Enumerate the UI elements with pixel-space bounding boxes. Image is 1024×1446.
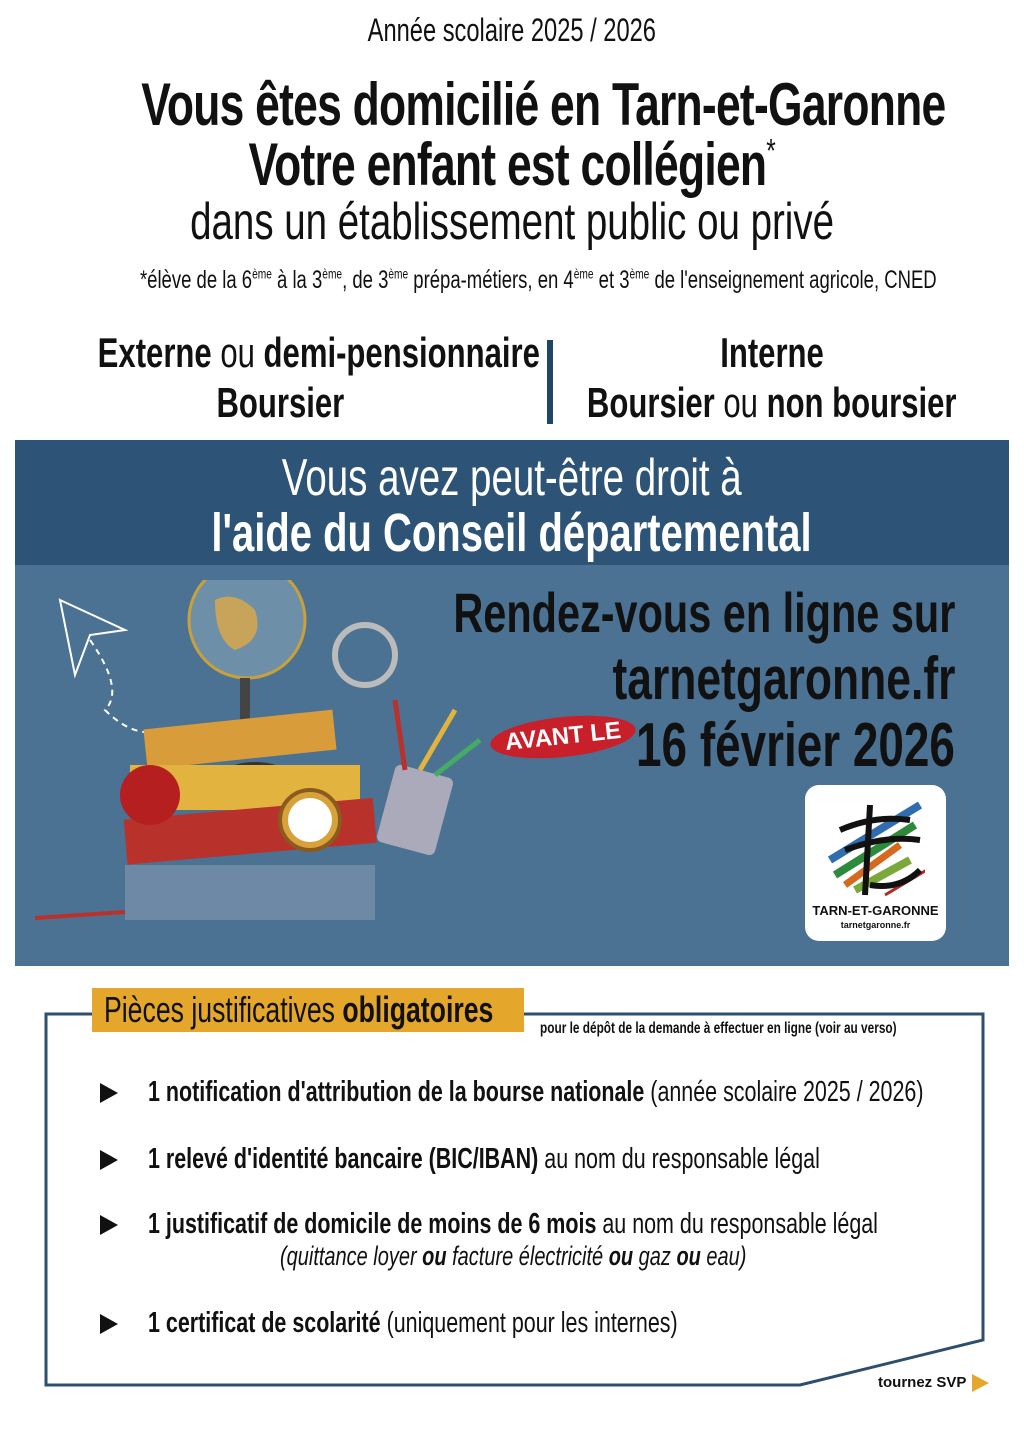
arrow-bullet-icon <box>100 1215 118 1235</box>
documents-heading: Pièces justificatives obligatoires <box>92 988 524 1032</box>
school-year: Année scolaire 2025 / 2026 <box>367 12 657 48</box>
eligibility-note: *élève de la 6ème à la 3ème, de 3ème prépa-métiers, en 4ème et 3ème de l'enseignement agricole, CNED <box>139 266 937 294</box>
info-banner <box>15 440 1009 966</box>
title-line-1: Vous êtes domicilié en Tarn-et-Garonne <box>141 71 946 138</box>
tarn-et-garonne-logo: TARN-ET-GARONNE tarnetgaronne.fr <box>805 785 946 941</box>
column-externe: Externe ou demi-pensionnaire Boursier <box>97 329 540 426</box>
deadline-date: 16 février 2026 <box>636 711 955 780</box>
column-interne: Interne Boursier ou non boursier <box>587 329 957 426</box>
title-line-3: dans un établissement public ou privé <box>190 193 834 251</box>
apple-icon <box>120 765 180 825</box>
list-item: 1 relevé d'identité bancaire (BIC/IBAN) au nom du responsable légal <box>100 1143 1024 1176</box>
online-cta: Rendez-vous en ligne sur <box>453 581 955 644</box>
list-item: 1 justificatif de domicile de moins de 6 mois au nom du responsable légal <box>100 1208 1024 1241</box>
paper-plane-icon <box>60 600 125 675</box>
list-item-detail: (quittance loyer ou facture électricité ou gaz ou eau) <box>280 1241 747 1271</box>
turn-page-note: tournez SVP <box>878 1374 989 1392</box>
arrow-bullet-icon <box>100 1314 118 1334</box>
arrow-right-icon <box>972 1374 989 1392</box>
deadline-badge: AVANT LE <box>488 709 637 764</box>
banner-header: Vous avez peut-être droit à l'aide du Conseil départemental <box>15 440 1009 565</box>
arrow-bullet-icon <box>100 1150 118 1170</box>
website-link[interactable]: tarnetgaronne.fr <box>612 645 955 712</box>
list-item: 1 certificat de scolarité (uniquement pour les internes) <box>100 1307 864 1340</box>
pencil-cup-icon <box>376 764 455 857</box>
arrow-bullet-icon <box>100 1083 118 1103</box>
department-emblem-icon <box>825 795 925 900</box>
title-line-2: Votre enfant est collégien* <box>248 131 776 198</box>
documents-subtitle: pour le dépôt de la demande à effectuer en ligne (voir au verso) <box>540 1020 897 1037</box>
list-item: 1 notification d'attribution de la bourse nationale (année scolaire 2025 / 2026) <box>100 1076 1024 1109</box>
